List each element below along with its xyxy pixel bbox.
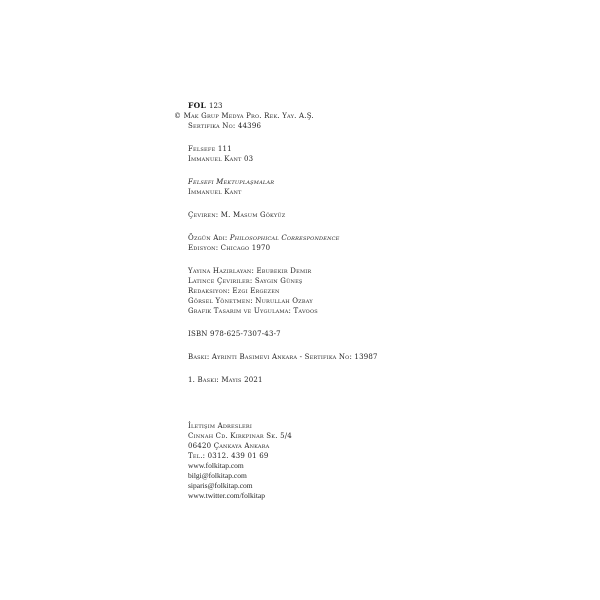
series-name: Felsefe 111 (188, 145, 232, 153)
contact-website-link[interactable]: www.folkitap.com (188, 461, 244, 470)
printing-info: Baskı: Ayrıntı Basımevi Ankara - Sertifika No: 13987 (188, 353, 378, 361)
original-title: Philosophical Correspondence (229, 234, 340, 242)
series-author: Immanuel Kant 03 (188, 155, 254, 163)
contact-address-city: 06420 Çankaya Ankara (188, 442, 270, 450)
original-title-line (188, 233, 448, 243)
contact-twitter-link[interactable]: www.twitter.com/folkitap (188, 491, 265, 500)
edition-date: 1. Baskı: Mayıs 2021 (188, 376, 263, 384)
original-edition: Edisyon: Chicago 1970 (188, 244, 271, 252)
original-block (188, 233, 448, 253)
contact-email-orders-link[interactable]: siparis@folkitap.com (188, 481, 253, 490)
credit-visual-director: Görsel Yönetmen: Nurullah Ozbay (188, 297, 313, 305)
translation-block (188, 210, 448, 220)
credit-editor: Yayına Hazırlayan: Ebubekir Demir (188, 267, 312, 275)
credit-latin-translations: Latince Çeviriler: Saygın Güneş (188, 277, 303, 285)
edition-block (188, 375, 448, 385)
series-block (188, 144, 448, 164)
publisher-logo-row (188, 101, 448, 111)
book-author: Immanuel Kant (188, 188, 242, 196)
isbn-block (188, 329, 448, 339)
credit-graphic-design: Grafik Tasarım ve Uygulama: Tavoos (188, 307, 318, 315)
isbn: ISBN 978-625-7307-43-7 (188, 330, 281, 338)
translator: Çeviren: M. Masum Gökyüz (188, 211, 286, 219)
original-title-prefix: Özgün Adı: (188, 234, 230, 242)
publisher-certificate: Sertifika No: 44396 (188, 122, 262, 130)
publisher-logo: FOL (188, 101, 207, 110)
contact-phone: Tel.: 0312. 439 01 69 (188, 452, 269, 460)
contact-email-info-link[interactable]: bilgi@folkitap.com (188, 471, 247, 480)
contact-heading: İletişim Adresleri (188, 422, 253, 430)
credits-block (188, 266, 448, 316)
publisher-company: © Mak Grup Medya Pro. Rek. Yay. A.Ş. (174, 112, 314, 120)
printing-block (188, 352, 448, 362)
contact-block (188, 421, 448, 501)
credit-redaction: Redaksiyon: Ezgi Ergezen (188, 287, 280, 295)
colophon-block (174, 101, 448, 501)
contact-address-street: Cinnah Cd. Kırkpınar Sk. 5/4 (188, 432, 292, 440)
series-number: 123 (209, 102, 223, 110)
book-title: Felsefi Mektuplaşmalar (188, 178, 275, 186)
book-block (188, 177, 448, 197)
